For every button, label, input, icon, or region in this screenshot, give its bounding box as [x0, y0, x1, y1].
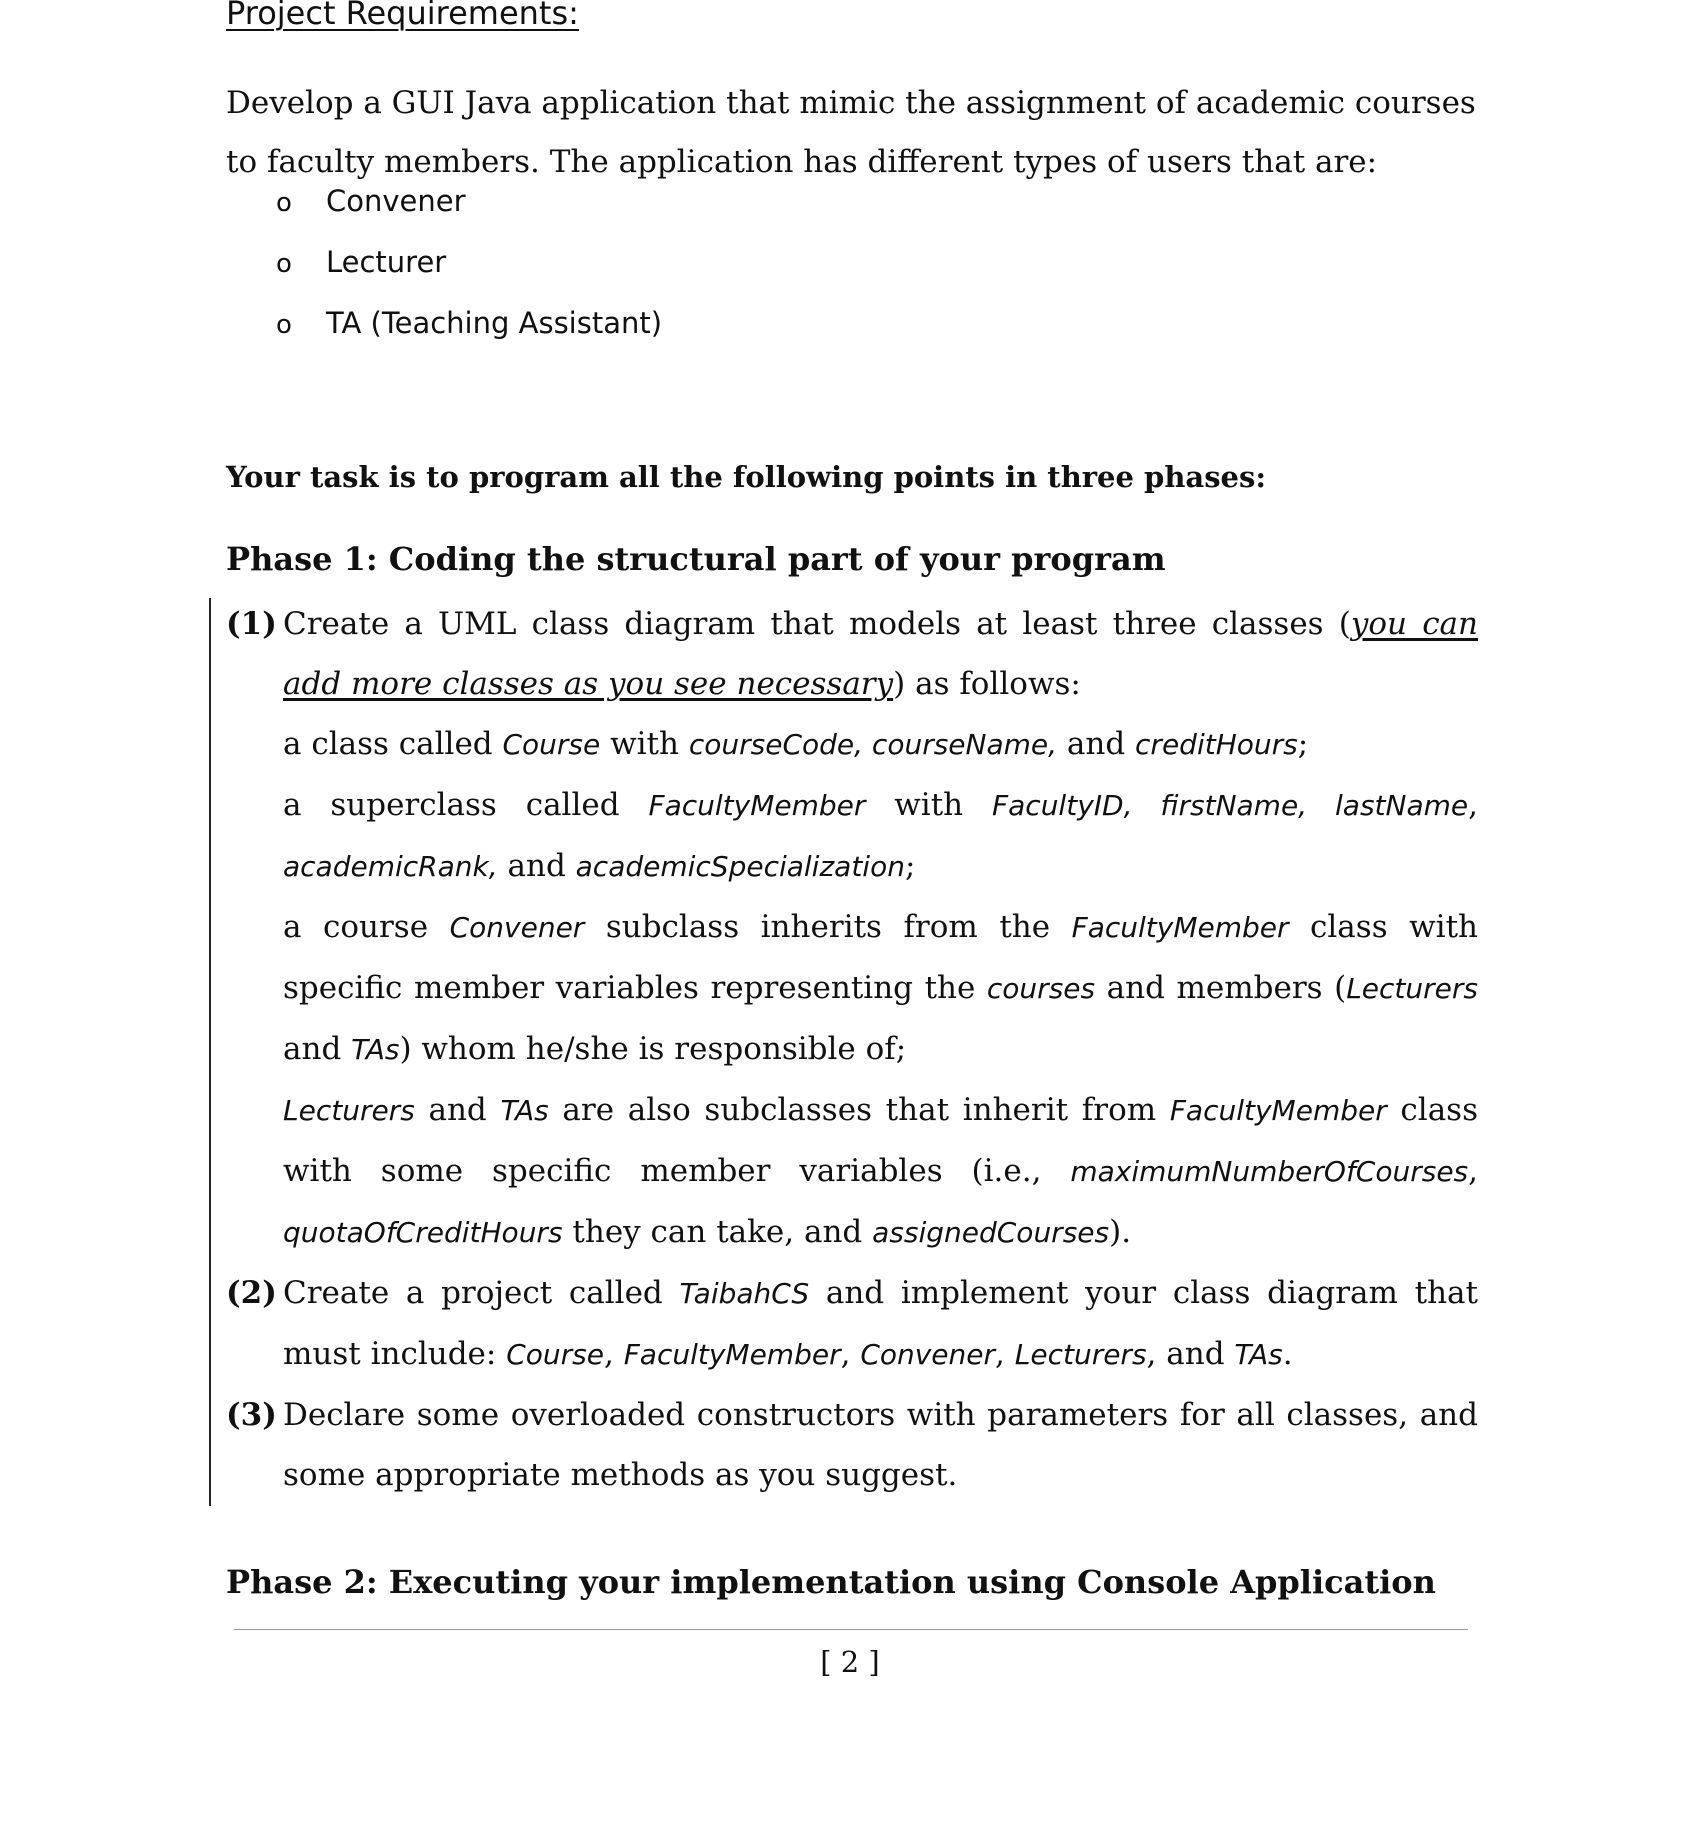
item-body: [283, 1385, 1478, 1505]
section-heading: Project Requirements:: [226, 0, 579, 32]
item-number: (1): [226, 606, 277, 642]
list-item: [276, 184, 662, 245]
item-body: [283, 1263, 1478, 1385]
item-number: (2): [226, 1275, 277, 1311]
bullet-icon: o: [276, 310, 292, 340]
user-type-label: Lecturer: [326, 245, 447, 279]
requirement-item-3: [226, 1385, 1478, 1505]
list-item: [276, 245, 662, 306]
user-type-label: TA (Teaching Assistant): [326, 306, 663, 340]
item-number: (3): [226, 1397, 277, 1433]
faculty-member-description: a superclass called FacultyMember with FacultyID, firstName, lastName, academicRank, and academicSpecialization;: [283, 787, 1478, 884]
item-body: [283, 594, 1478, 1263]
item3-text: Declare some overloaded constructors with parameters for all classes, and some appropriate methods as you suggest.: [283, 1397, 1478, 1493]
change-bar: [209, 598, 211, 1506]
user-types-list: [276, 184, 662, 367]
course-class-description: a class called Course with courseCode, courseName, and creditHours;: [283, 726, 1309, 762]
task-statement: Your task is to program all the following points in three phases:: [226, 460, 1267, 494]
item2-text: Create a project called TaibahCS and implement your class diagram that must include: Course, FacultyMember, Convener, Lecturers, and TAs.: [283, 1275, 1478, 1372]
page-number: [ 2 ]: [820, 1645, 880, 1679]
requirement-item-1: [226, 594, 1478, 1263]
footer-divider: [234, 1629, 1468, 1630]
phase2-title: Phase 2: Executing your implementation using Console Application: [226, 1563, 1436, 1601]
requirement-item-2: [226, 1263, 1478, 1385]
phase1-items: [226, 594, 1478, 1505]
intro-paragraph: Develop a GUI Java application that mimic the assignment of academic courses to faculty members. The application has different types of users that are:: [226, 85, 1476, 180]
item1-intro: Create a UML class diagram that models at least three classes (you can add more classes as you see necessary) as follows:: [283, 606, 1478, 702]
bullet-icon: o: [276, 188, 292, 218]
convener-description: a course Convener subclass inherits from the FacultyMember class with specific member variables representing the courses and members (Lecturers and TAs) whom he/she is responsible of;: [283, 909, 1478, 1067]
user-type-label: Convener: [326, 184, 466, 218]
phase1-title: Phase 1: Coding the structural part of your program: [226, 540, 1166, 578]
lecturers-tas-description: Lecturers and TAs are also subclasses that inherit from FacultyMember class with some specific member variables (i.e., maximumNumberOfCourses, quotaOfCreditHours they can take, and assignedCourses).: [283, 1092, 1478, 1250]
bullet-icon: o: [276, 249, 292, 279]
list-item: [276, 306, 662, 367]
optional-note: you can add more classes as you see necessary: [283, 606, 1478, 702]
